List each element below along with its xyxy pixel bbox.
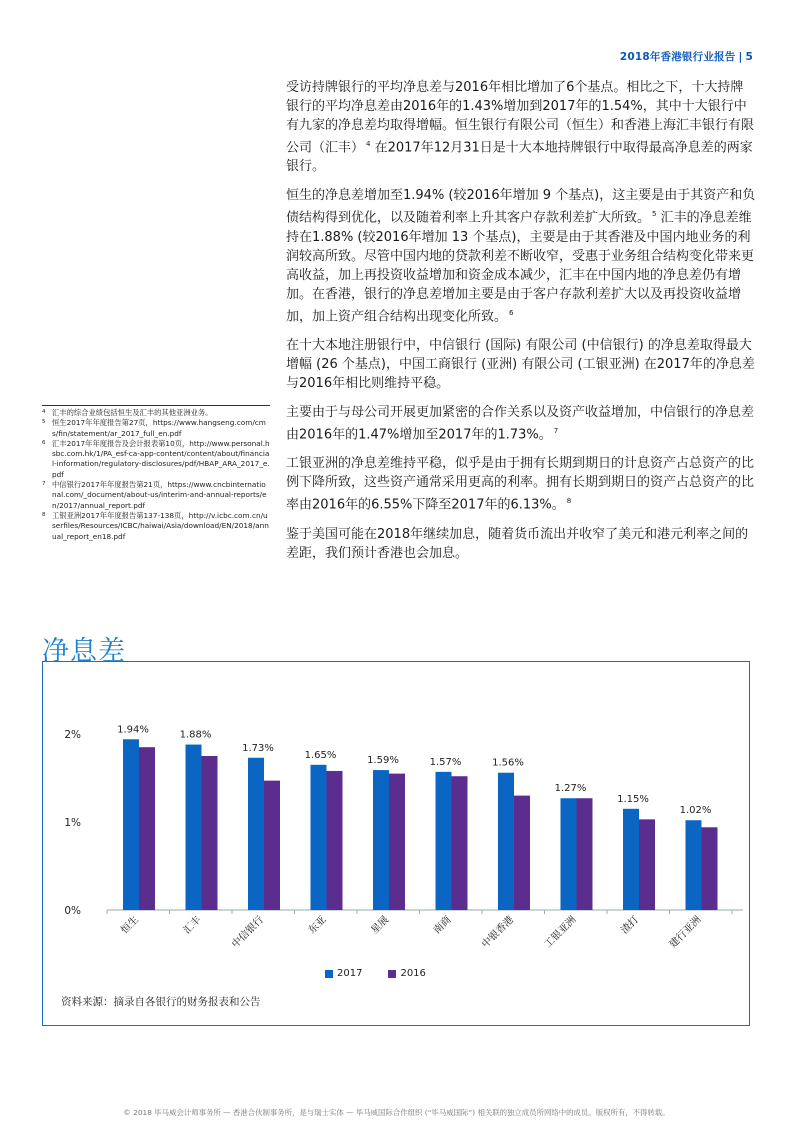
footnote-4 — [42, 408, 270, 418]
bar-2017-3 — [248, 758, 264, 910]
y-tick-label: 1% — [64, 817, 81, 829]
paragraph-5 — [286, 454, 756, 514]
bar-2017-8 — [561, 798, 577, 910]
paragraph-6-text: 鉴于美国可能在2018年继续加息，随着货币流出并收窄了美元和港元利率之间的差距，我们预计香港也会加息。 — [286, 526, 749, 561]
bar-chart-svg — [43, 662, 749, 962]
bar-2016-7 — [514, 796, 530, 910]
bar-2017-10 — [686, 820, 702, 910]
nim-chart — [42, 661, 750, 1026]
footnote-text[interactable]: 恒生2017年年度报告第27页，https://www.hangseng.com/cms/fin/statement/ar_2017_full_en.pdf — [52, 418, 266, 438]
paragraph-2 — [286, 186, 756, 326]
footnotes — [42, 405, 270, 542]
section-title: 净息差 — [42, 636, 126, 667]
data-label-2017: 1.57% — [429, 756, 462, 768]
footnote-ref-6[interactable]: 6 — [509, 308, 514, 317]
chart-source: 资料来源：摘录自各银行的财务报表和公告 — [61, 996, 261, 1008]
data-label-2017: 1.27% — [554, 783, 587, 795]
paragraph-1 — [286, 78, 756, 176]
legend-label-2017: 2017 — [337, 968, 363, 979]
data-label-2017: 1.59% — [367, 755, 399, 767]
data-label-2017: 1.88% — [179, 729, 212, 741]
footnote-7[interactable] — [42, 480, 270, 511]
legend-item-2016 — [388, 968, 425, 979]
header-separator: | — [738, 51, 743, 63]
category-label: 星展 — [369, 914, 392, 937]
bar-2016-1 — [139, 747, 155, 910]
paragraph-2-text: 恒生的净息差增加至1.94% (较2016年增加 9 个基点)，这主要是由于其资产和负债结构得到优化，以及随着利率上升其客户存款利差扩大所致。 — [286, 188, 756, 226]
bar-2016-10 — [702, 827, 718, 910]
bar-2016-2 — [202, 756, 218, 910]
category-label: 工银亚洲 — [542, 914, 579, 951]
footnote-ref-8[interactable]: 8 — [566, 497, 572, 506]
data-label-2017: 1.56% — [492, 757, 524, 769]
paragraph-4-text: 主要由于与母公司开展更加紧密的合作关系以及资产收益增加，中信银行的净息差由2016年的1.47%增加至2017年的1.73%。 — [286, 404, 755, 443]
footnote-8[interactable] — [42, 511, 270, 542]
legend-swatch-2017 — [325, 970, 333, 978]
bar-2016-6 — [452, 776, 468, 910]
running-header — [620, 49, 753, 64]
bar-2016-5 — [389, 774, 405, 910]
footnote-ref-7[interactable]: 7 — [553, 426, 559, 435]
footnote-number: 5 — [42, 419, 46, 426]
paragraph-5-text: 工银亚洲的净息差维持平稳，似乎是由于拥有长期到期日的计息资产占总资产的比例下降所致，这些资产通常采用更高的利率。拥有长期到期日的资产占总资产的比率由2016年的6.55%下降至2017年的6.13%。 — [286, 456, 755, 513]
bar-2017-2 — [186, 745, 202, 910]
footnote-text: 汇丰的综合业绩包括恒生及汇丰的其他亚洲业务。 — [52, 408, 213, 417]
category-label: 中银香港 — [480, 914, 517, 951]
bar-2017-9 — [623, 809, 639, 910]
category-label: 建行亚洲 — [667, 914, 704, 951]
footnote-number: 8 — [42, 511, 46, 518]
footnote-6[interactable] — [42, 439, 270, 480]
legend-label-2016: 2016 — [400, 968, 426, 979]
paragraph-1-tail: 在2017年12月31日是十大本地持牌银行中取得最高净息差的两家银行。 — [286, 140, 753, 175]
paragraph-1-text: 受访持牌银行的平均净息差与2016年相比增加了6个基点。相比之下，十大持牌银行的平均净息差由2016年的1.43%增加到2017年的1.54%，其中十大银行中有九家的净息差均取得增幅。恒生银行有限公司（恒生）和香港上海汇丰银行有限公司（汇丰） — [286, 80, 755, 156]
legend-item-2017 — [325, 968, 362, 979]
category-label: 恒生 — [119, 914, 142, 937]
body-text — [286, 78, 756, 573]
footnote-number: 4 — [42, 409, 46, 415]
bar-2017-5 — [373, 770, 389, 910]
footnote-5[interactable] — [42, 418, 270, 439]
bar-2016-4 — [327, 771, 343, 910]
category-label: 渣打 — [619, 914, 642, 937]
bar-2017-4 — [311, 765, 327, 910]
paragraph-3-text: 在十大本地注册银行中，中信银行 (国际) 有限公司 (中信银行) 的净息差取得最大增幅 (26 个基点)，中国工商银行 (亚洲) 有限公司 (工银亚洲) 在2017年的净息差与2016年相比则维持平稳。 — [286, 337, 755, 391]
footnote-text[interactable]: 工银亚洲2017年年度报告第137-138页，http://v.icbc.com.cn/userfiles/Resources/ICBC/haiwai/Asia/download/EN/2018/annual_report_en18.pdf — [52, 510, 269, 541]
data-label-2017: 1.94% — [117, 724, 149, 736]
legend-swatch-2016 — [388, 970, 396, 978]
report-title: 2018年香港银行业报告 — [619, 51, 736, 63]
category-label: 中信银行 — [230, 914, 267, 951]
bar-2017-6 — [436, 772, 452, 910]
category-label: 东亚 — [306, 914, 329, 937]
bar-2016-3 — [264, 781, 280, 910]
footnote-ref-4[interactable]: 4 — [366, 140, 371, 148]
footnote-number: 6 — [42, 439, 46, 446]
bar-2017-1 — [123, 739, 139, 910]
footnote-number: 7 — [42, 481, 46, 488]
copyright-footer: © 2018 毕马威会计师事务所 — 香港合伙制事务所，是与瑞士实体 — 毕马威国际合作组织 (“毕马威国际”) 相关联的独立成员所网络中的成员。版权所有，不得转载。 — [123, 1108, 670, 1117]
data-label-2017: 1.02% — [679, 805, 712, 817]
data-label-2017: 1.65% — [304, 749, 337, 761]
footnote-text[interactable]: 汇丰2017年年度报告及会计报表第10页，http://www.personal.hsbc.com.hk/1/PA_esf-ca-app-content/content/about/financial-information/regulatory-disclosures/pdf/HBAP_ARA_2017_e.pdf — [52, 438, 270, 479]
y-tick-label: 2% — [64, 729, 81, 741]
page-number: 5 — [745, 51, 753, 63]
category-label: 汇丰 — [181, 914, 204, 937]
bar-2017-7 — [498, 773, 514, 910]
chart-legend — [325, 968, 426, 979]
footnote-text[interactable]: 中信银行2017年年度报告第21页，https://www.cncbinternational.com/_document/about-us/interim-and-annual-reports/en/2017/annual_report.pdf — [52, 480, 267, 510]
footnote-ref-5[interactable]: 5 — [652, 210, 657, 219]
data-label-2017: 1.73% — [242, 742, 274, 754]
category-label: 南商 — [431, 914, 454, 937]
bar-2016-9 — [639, 819, 655, 910]
paragraph-4 — [286, 403, 756, 444]
paragraph-6 — [286, 525, 756, 563]
bar-2016-8 — [577, 798, 593, 910]
y-tick-label: 0% — [64, 905, 81, 917]
data-label-2017: 1.15% — [617, 793, 649, 805]
paragraph-2-tail: 汇丰的净息差维持在1.88% (较2016年增加 13 个基点)，主要是由于其香港及中国内地业务的利润较高所致。尽管中国内地的贷款利差不断收窄，受惠于业务组合结构变化带来更高收益，加上再投资收益增加和资金成本减少，汇丰在中国内地的净息差仍有增加。在香港，银行的净息差增加主要是由于客户存款利差扩大以及再投资收益增加，加上资产组合结构出现变化所致。 — [286, 210, 755, 324]
paragraph-3 — [286, 336, 756, 393]
